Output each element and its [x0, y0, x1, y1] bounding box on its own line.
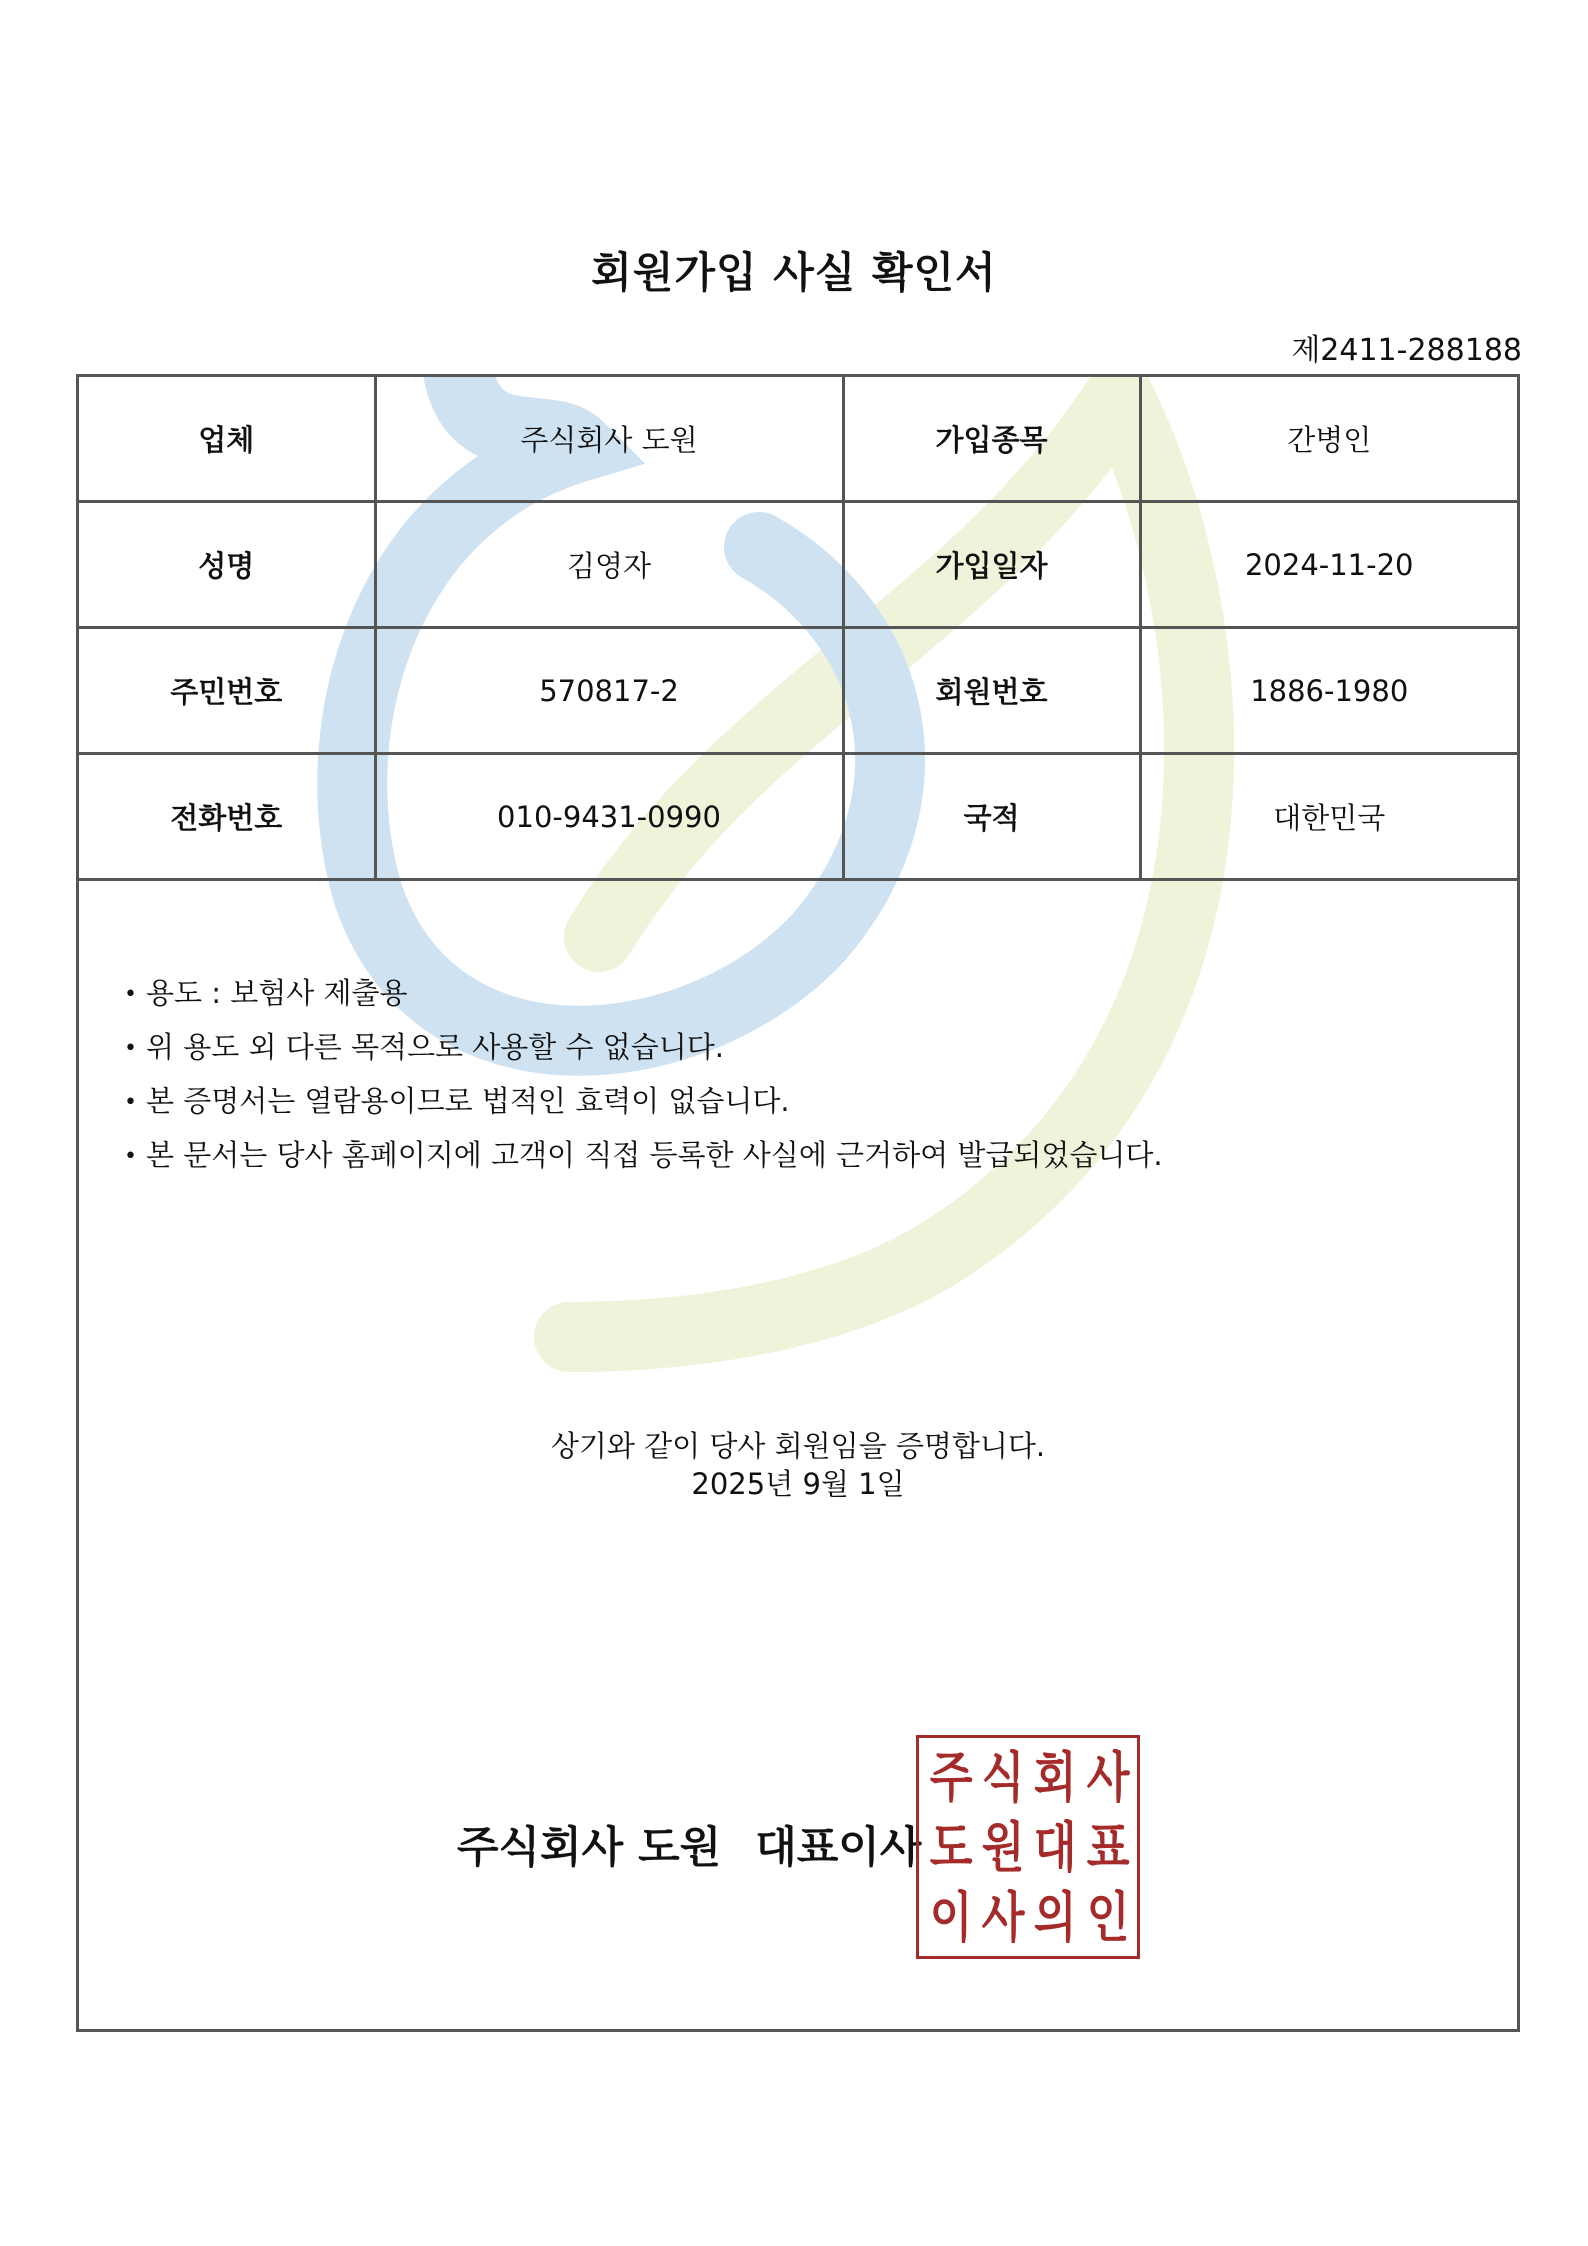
info-value: 1886-1980: [1140, 628, 1517, 754]
seal-character: 표: [1086, 1815, 1129, 1879]
company-name: 주식회사 도원: [457, 1823, 722, 1873]
company-seal-icon: [916, 1735, 1140, 1959]
note-item: [124, 1021, 1163, 1075]
document-number: 제2411-288188: [1291, 333, 1522, 368]
document-title: 회원가입 사실 확인서: [591, 248, 997, 297]
info-label: 성명: [79, 502, 375, 628]
seal-character: 도: [929, 1815, 973, 1879]
info-row: [79, 628, 1517, 754]
seal-character: 사: [1086, 1745, 1129, 1809]
certification-statement: 상기와 같이 당사 회원임을 증명합니다.: [550, 1429, 1046, 1463]
info-value: 010-9431-0990: [375, 754, 843, 880]
representative-signature: [457, 1814, 921, 1875]
info-value: 김영자: [375, 502, 843, 628]
info-row: [79, 377, 1517, 502]
bullet-icon: •: [124, 1144, 137, 1169]
info-row: [79, 754, 1517, 880]
seal-character: 식: [981, 1745, 1025, 1809]
info-label: 업체: [79, 377, 375, 502]
bullet-icon: •: [124, 1036, 137, 1061]
seal-character: 주: [929, 1745, 973, 1809]
info-value: 570817-2: [375, 628, 843, 754]
info-label: 가입종목: [843, 377, 1140, 502]
info-value: 대한민국: [1140, 754, 1517, 880]
info-row: [79, 502, 1517, 628]
seal-character: 사: [981, 1885, 1025, 1949]
info-value: 2024-11-20: [1140, 502, 1517, 628]
bullet-icon: •: [124, 1090, 137, 1115]
info-label: 가입일자: [843, 502, 1140, 628]
info-value: 간병인: [1140, 377, 1517, 502]
info-label: 회원번호: [843, 628, 1140, 754]
member-info-table: [79, 377, 1517, 881]
note-item: [124, 967, 1163, 1021]
note-text: 본 문서는 당사 홈페이지에 고객이 직접 등록한 사실에 근거하여 발급되었습니다.: [146, 1138, 1163, 1172]
info-label: 전화번호: [79, 754, 375, 880]
info-label: 국적: [843, 754, 1140, 880]
seal-character: 회: [1034, 1745, 1077, 1809]
note-item: [124, 1129, 1163, 1183]
note-text: 본 증명서는 열람용이므로 법적인 효력이 없습니다.: [146, 1084, 790, 1118]
note-item: [124, 1075, 1163, 1129]
certificate-frame: [76, 374, 1520, 2032]
note-text: 용도 : 보험사 제출용: [146, 976, 408, 1010]
representative-title: 대표이사: [755, 1823, 922, 1873]
certification-block: [79, 1427, 1517, 1503]
info-label: 주민번호: [79, 628, 375, 754]
seal-character: 인: [1086, 1885, 1129, 1949]
bullet-icon: •: [124, 982, 137, 1007]
notes-list: [124, 967, 1163, 1183]
seal-character: 의: [1034, 1885, 1077, 1949]
info-value: 주식회사 도원: [375, 377, 843, 502]
certification-date: 2025년 9월 1일: [691, 1467, 905, 1501]
note-text: 위 용도 외 다른 목적으로 사용할 수 없습니다.: [146, 1030, 724, 1064]
seal-character: 이: [929, 1885, 973, 1949]
seal-character: 원: [981, 1815, 1025, 1879]
seal-character: 대: [1034, 1815, 1077, 1879]
